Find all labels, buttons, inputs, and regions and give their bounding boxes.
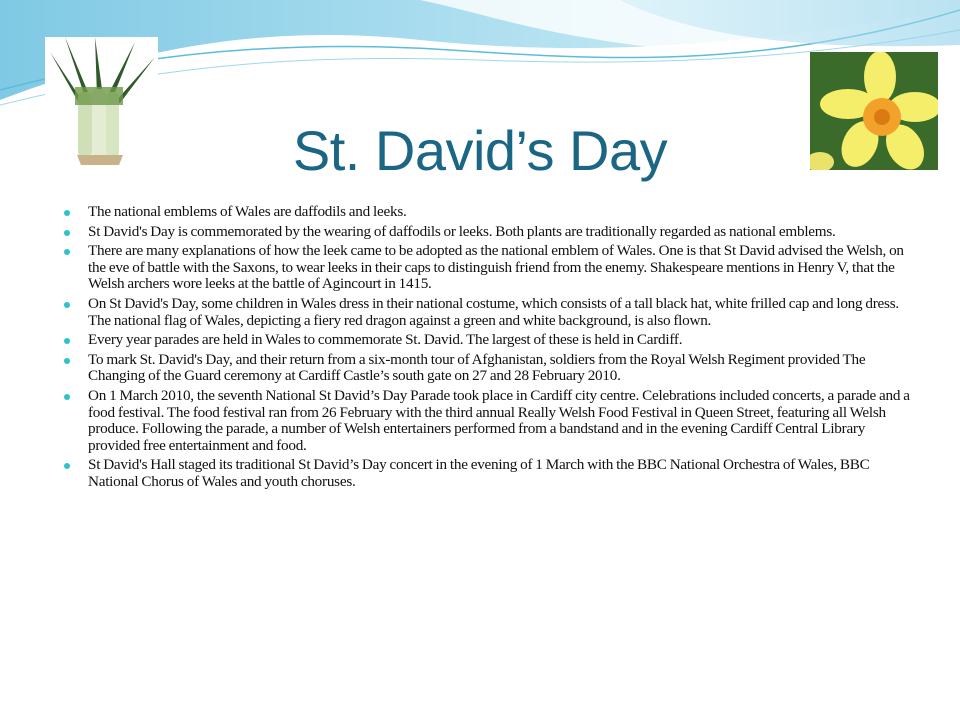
bullet-item (64, 388, 914, 454)
bullet-icon (64, 302, 70, 308)
bullet-text: St David's Hall staged its traditional St David’s Day concert in the evening of 1 March with the BBC National Orchestra of Wales, BBC National Chorus of Wales and youth choruses. (88, 456, 870, 490)
bullet-text: On St David's Day, some children in Wales dress in their national costume, which consists of a tall black hat, white frilled cap and long dress. The national flag of Wales, depicting a fiery red dragon against a green and white background, is also flown. (88, 294, 899, 329)
bullet-text: The national emblems of Wales are daffodils and leeks. (88, 203, 407, 220)
bullet-text: St David's Day is commemorated by the wearing of daffodils or leeks. Both plants are traditionally regarded as national emblems. (88, 222, 836, 240)
bullet-item (64, 457, 914, 490)
bullet-icon (64, 230, 70, 236)
bullet-icon (64, 338, 70, 344)
bullet-text: On 1 March 2010, the seventh National St David’s Day Parade took place in Cardiff city centre. Celebrations included concerts, a parade and a food festival. The food festival ran from 26 February with the third annual Really Welsh Food Festival in Queen Street, featuring all Welsh produce. Following the parade, a number of Welsh entertainers performed from a bandstand and in the evening Cardiff Central Library provided free entertainment and food. (88, 386, 910, 454)
bullet-icon (64, 210, 70, 216)
bullet-text: To mark St. David's Day, and their return from a six-month tour of Afghanistan, soldiers from the Royal Welsh Regiment provided The Changing of the Guard ceremony at Cardiff Castle’s south gate on 27 and 28 February 2010. (88, 350, 866, 385)
bullet-icon (64, 249, 70, 255)
bullet-text: There are many explanations of how the leek came to be adopted as the national emblem of Wales. One is that St David advised the Welsh, on the eve of battle with the Saxons, to wear leeks in their caps to distinguish friend from the enemy. Shakespeare mentions in Henry V, that the Welsh archers wore leeks at the battle of Agincourt in 1415. (88, 242, 904, 293)
bullet-text: Every year parades are held in Wales to commemorate St. David. The largest of these is held in Cardiff. (88, 331, 683, 349)
bullet-icon (64, 358, 70, 364)
bullet-item (64, 224, 914, 241)
bullet-icon (64, 463, 70, 469)
bullet-item (64, 243, 914, 293)
bullet-item (64, 296, 914, 329)
bullet-list (64, 204, 914, 494)
bullet-item (64, 332, 914, 349)
bullet-item (64, 352, 914, 385)
slide-title: St. David’s Day (292, 119, 668, 182)
bullet-icon (64, 394, 70, 400)
bullet-item (64, 204, 914, 221)
